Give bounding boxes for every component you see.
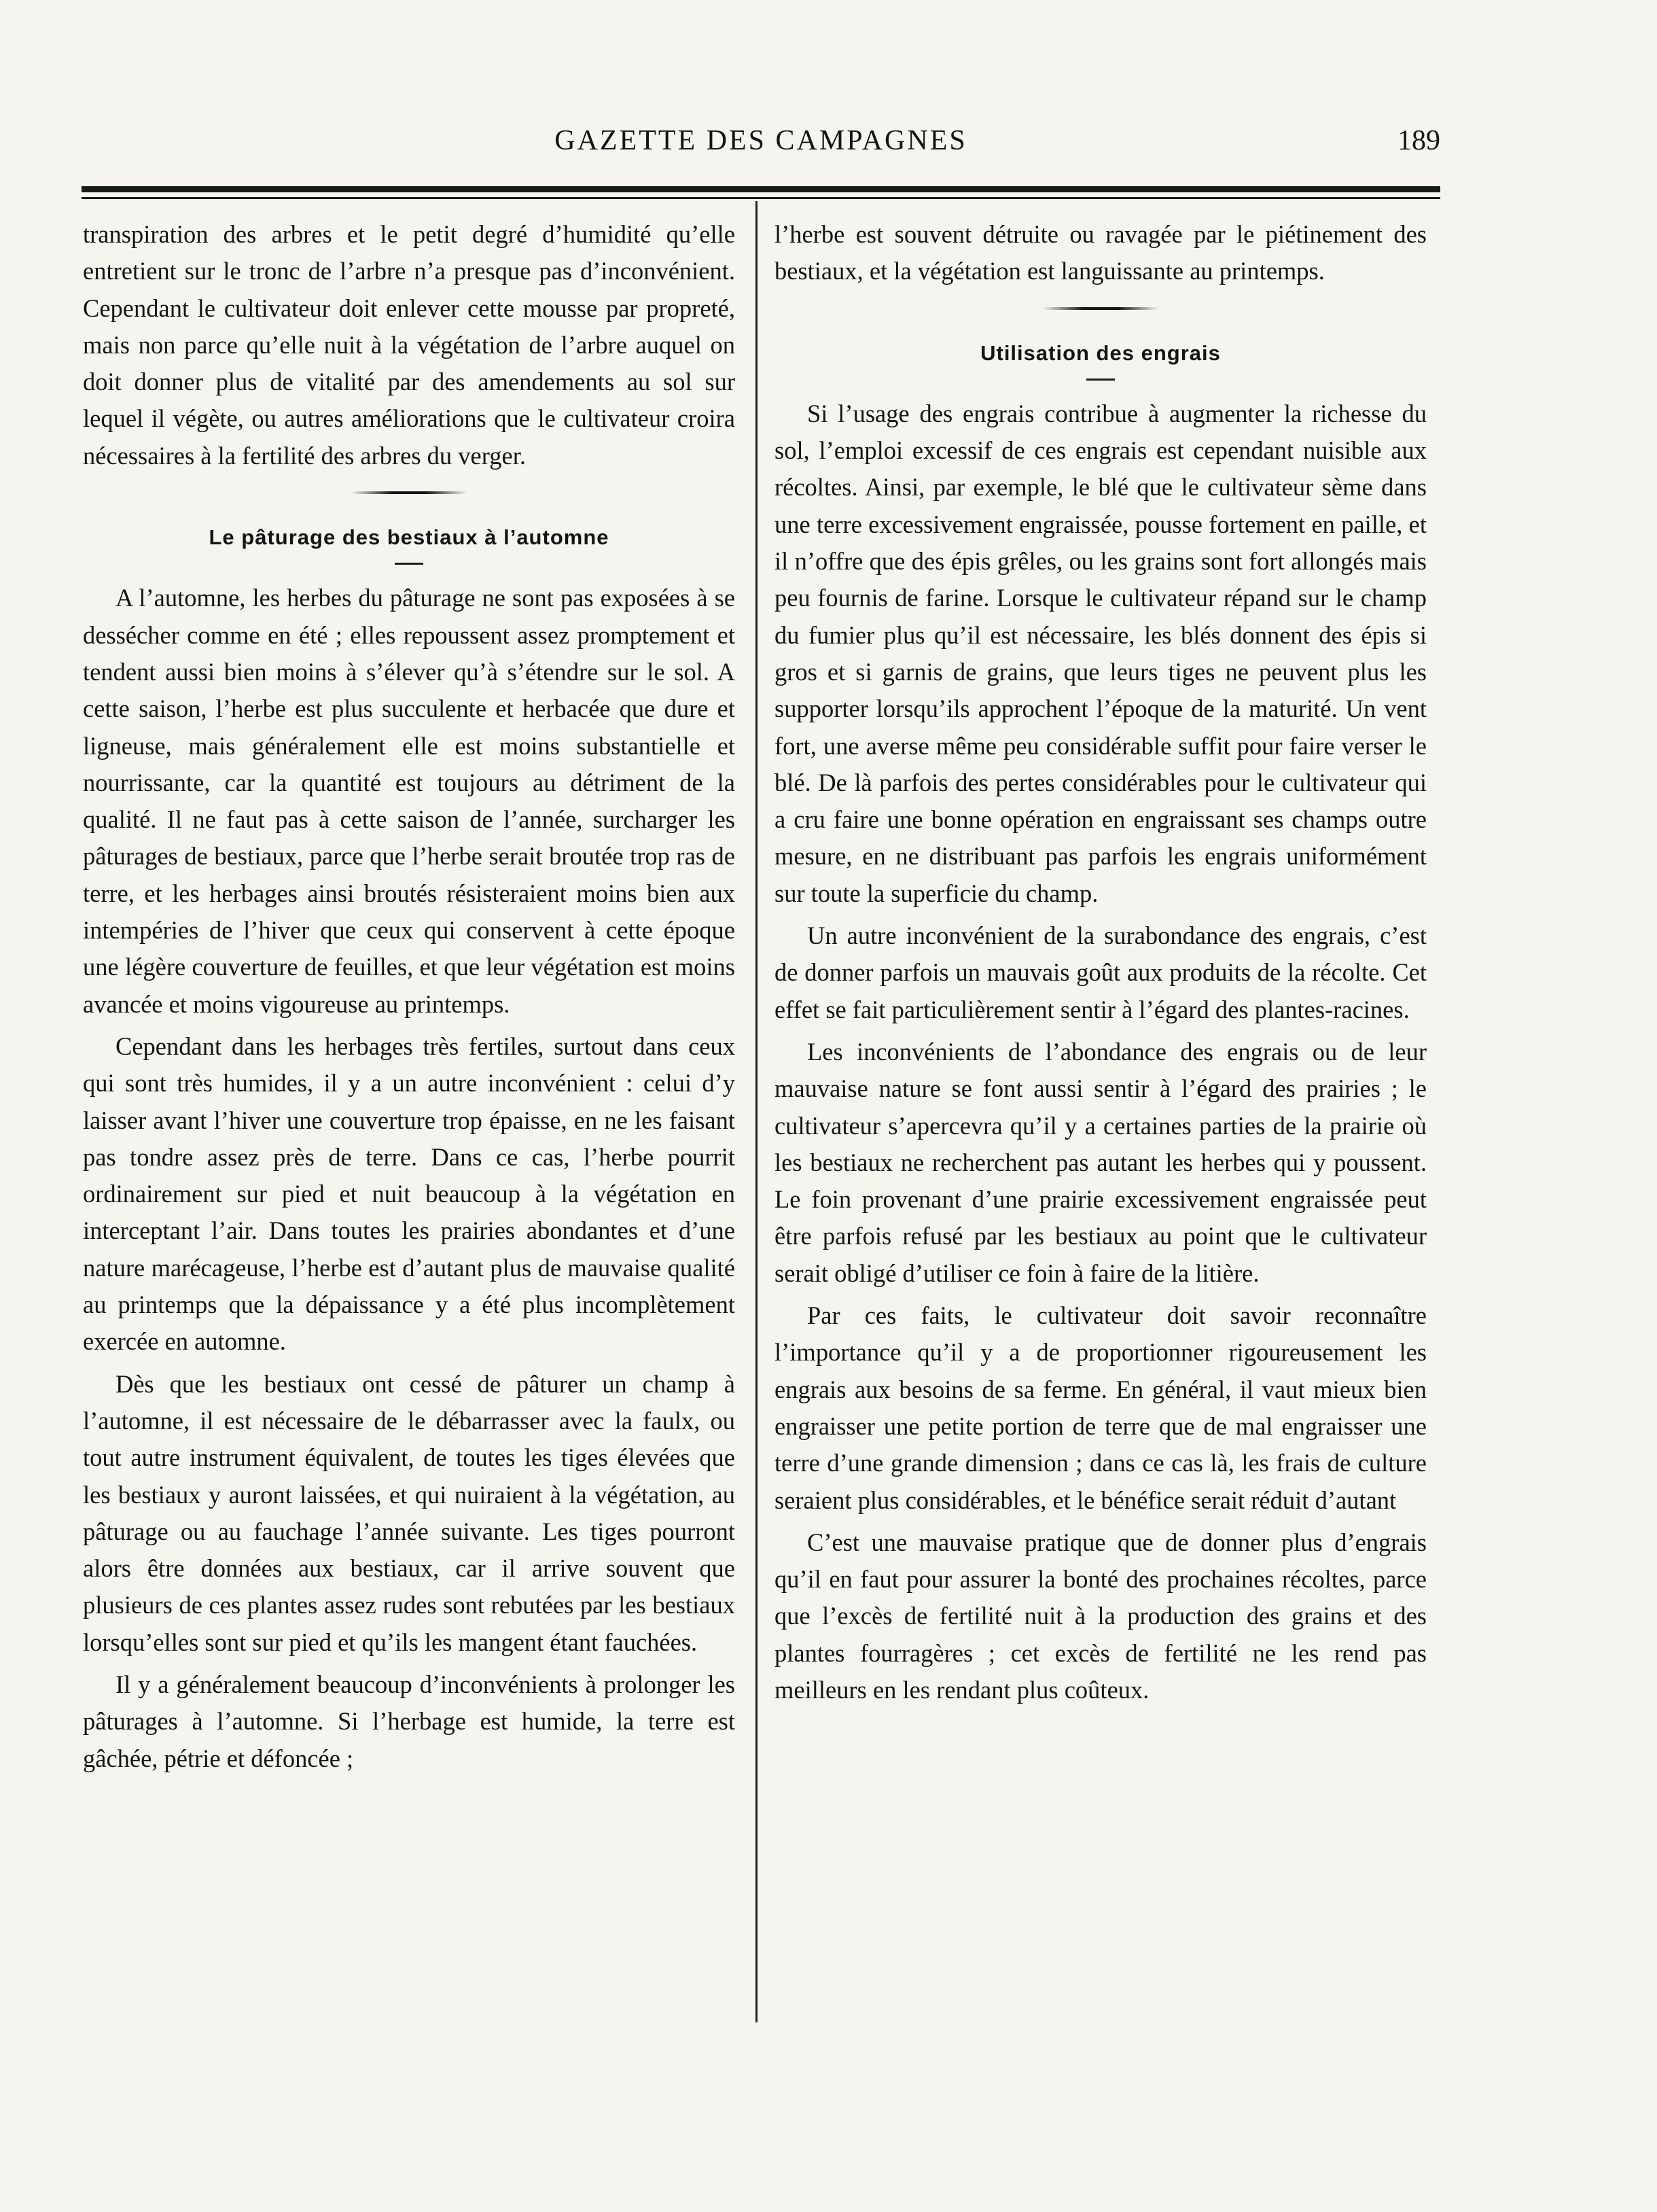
- right-column: [774, 216, 1427, 1708]
- article-paragraph: Dès que les bestiaux ont cessé de pâturer un champ à l’automne, il est nécessaire de le débarrasser avec la faulx, ou tout autre instrument équivalent, de toutes les tiges élevées que les bestiaux y auront laissées, et qui nuiraient à la végétation, au pâturage ou au fauchage l’année suivante. Les tiges pourront alors être données aux bestiaux, car il arrive souvent que plusieurs de ces plantes assez rudes sont rebutées par les bestiaux lorsqu’elles sont sur pied et qu’ils les mangent étant fauchées.: [83, 1369, 735, 1656]
- left-column: [83, 216, 735, 1777]
- page-header: [82, 124, 1440, 164]
- heading-dash: [1086, 379, 1115, 381]
- publication-title: GAZETTE DES CAMPAGNES: [554, 125, 967, 156]
- article-paragraph: Les inconvénients de l’abondance des engrais ou de leur mauvaise nature se font aussi sentir à l’égard des prairies ; le cultivateur s’apercevra qu’il y a certaines parties de la prairie où les bestiaux ne recherchent pas autant les herbes qui y poussent. Le foin provenant d’une prairie excessivement engraissée peut être parfois refusé par les bestiaux au point que le cultivateur serait obligé d’utiliser ce foin à faire de la litière.: [774, 1037, 1427, 1287]
- header-rule-thick: [82, 186, 1440, 192]
- heading-dash: [395, 563, 423, 565]
- page-number: 189: [1397, 125, 1440, 156]
- article-paragraph: l’herbe est souvent détruite ou ravagée par le piétinement des bestiaux, et la végétation est languissante au printemps.: [774, 220, 1427, 285]
- article-paragraph: Il y a généralement beaucoup d’inconvénients à prolonger les pâturages à l’automne. Si l’herbage est humide, la terre est gâchée, pétrie et défoncée ;: [83, 1670, 735, 1772]
- article-paragraph: A l’automne, les herbes du pâturage ne sont pas exposées à se dessécher comme en été ; elles repoussent assez promptement et tendent aussi bien moins à s’élever qu’à s’étendre sur le sol. A cette saison, l’herbe est plus succulente et herbacée que dure et ligneuse, mais généralement elle est moins substantielle et nourrissante, car la quantité est toujours au détriment de la qualité. Il ne faut pas à cette saison de l’année, surcharger les pâturages de bestiaux, parce que l’herbe serait broutée trop ras de terre, et les herbages ainsi broutés résisteraient moins bien aux intempéries de l’hiver que ceux qui conservent à cette époque une légère couverture de feuilles, et que leur végétation est moins avancée et moins vigoureuse au printemps.: [83, 584, 735, 1018]
- article-paragraph: Cependant dans les herbages très fertiles, surtout dans ceux qui sont très humides, il y a un autre inconvénient : celui d’y laisser avant l’hiver une couverture trop épaisse, en ne les faisant pas tondre assez près de terre. Dans ce cas, l’herbe pourrit ordinairement sur pied et nuit beaucoup à la végétation en interceptant l’air. Dans toutes les prairies abondantes et d’une nature marécageuse, l’herbe est d’autant plus de mauvaise qualité au printemps que la dépaissance y a été plus incomplètement exercée en automne.: [83, 1032, 735, 1356]
- section-separator: [1043, 304, 1158, 313]
- article-paragraph: Par ces faits, le cultivateur doit savoir reconnaître l’importance qu’il y a de proportionner rigoureusement les engrais aux besoins de sa ferme. En général, il vaut mieux bien engraisser une petite portion de terre que de mal engraisser une terre d’une grande dimension ; dans ce cas là, les frais de culture seraient plus considérables, et le bénéfice serait réduit d’autant: [774, 1301, 1427, 1514]
- header-rule-thin: [82, 197, 1440, 199]
- section-heading-paturage: Le pâturage des bestiaux à l’automne: [209, 525, 609, 550]
- section-separator: [351, 488, 467, 497]
- article-paragraph: Si l’usage des engrais contribue à augmenter la richesse du sol, l’emploi excessif de ces engrais est cependant nuisible aux récoltes. Ainsi, par exemple, le blé que le cultivateur sème dans une terre excessivement engraissée, pousse fortement en paille, et il n’offre que des épis grêles, ou les grains sont fort allongés mais peu fournis de farine. Lorsque le cultivateur répand sur le champ du fumier plus qu’il est nécessaire, les blés donnent des épis si gros et si garnis de grains, que leurs tiges ne peuvent plus les supporter lorsqu’ils approchent l’époque de la maturité. Un vent fort, une averse même peu considérable suffit pour faire verser le blé. De là parfois des pertes considérables pour le cultivateur qui a cru faire une bonne opération en engraissant ses champs outre mesure, en ne distribuant pas parfois les engrais uniformément sur toute la superficie du champ.: [774, 399, 1427, 907]
- column-divider: [755, 201, 758, 2022]
- article-paragraph: transpiration des arbres et le petit degré d’humidité qu’elle entretient sur le tronc de l’arbre n’a presque pas d’inconvénient. Cependant le cultivateur doit enlever cette mousse par propreté, mais non parce qu’elle nuit à la végétation de l’arbre auquel on doit donner plus de vitalité par des amendements au sol sur lequel il végète, ou autres améliorations que le cultivateur croira nécessaires à la fertilité des arbres du verger.: [83, 220, 735, 470]
- section-heading-engrais: Utilisation des engrais: [980, 340, 1221, 365]
- article-paragraph: Un autre inconvénient de la surabondance des engrais, c’est de donner parfois un mauvais goût aux produits de la récolte. Cet effet se fait particulièrement sentir à l’égard des plantes-racines.: [774, 921, 1427, 1023]
- article-paragraph: C’est une mauvaise pratique que de donner plus d’engrais qu’il en faut pour assurer la bonté des prochaines récoltes, parce que l’excès de fertilité nuit à la production des grains et des plantes fourragères ; cet excès de fertilité ne les rend pas meilleurs en les rendant plus coûteux.: [774, 1528, 1427, 1704]
